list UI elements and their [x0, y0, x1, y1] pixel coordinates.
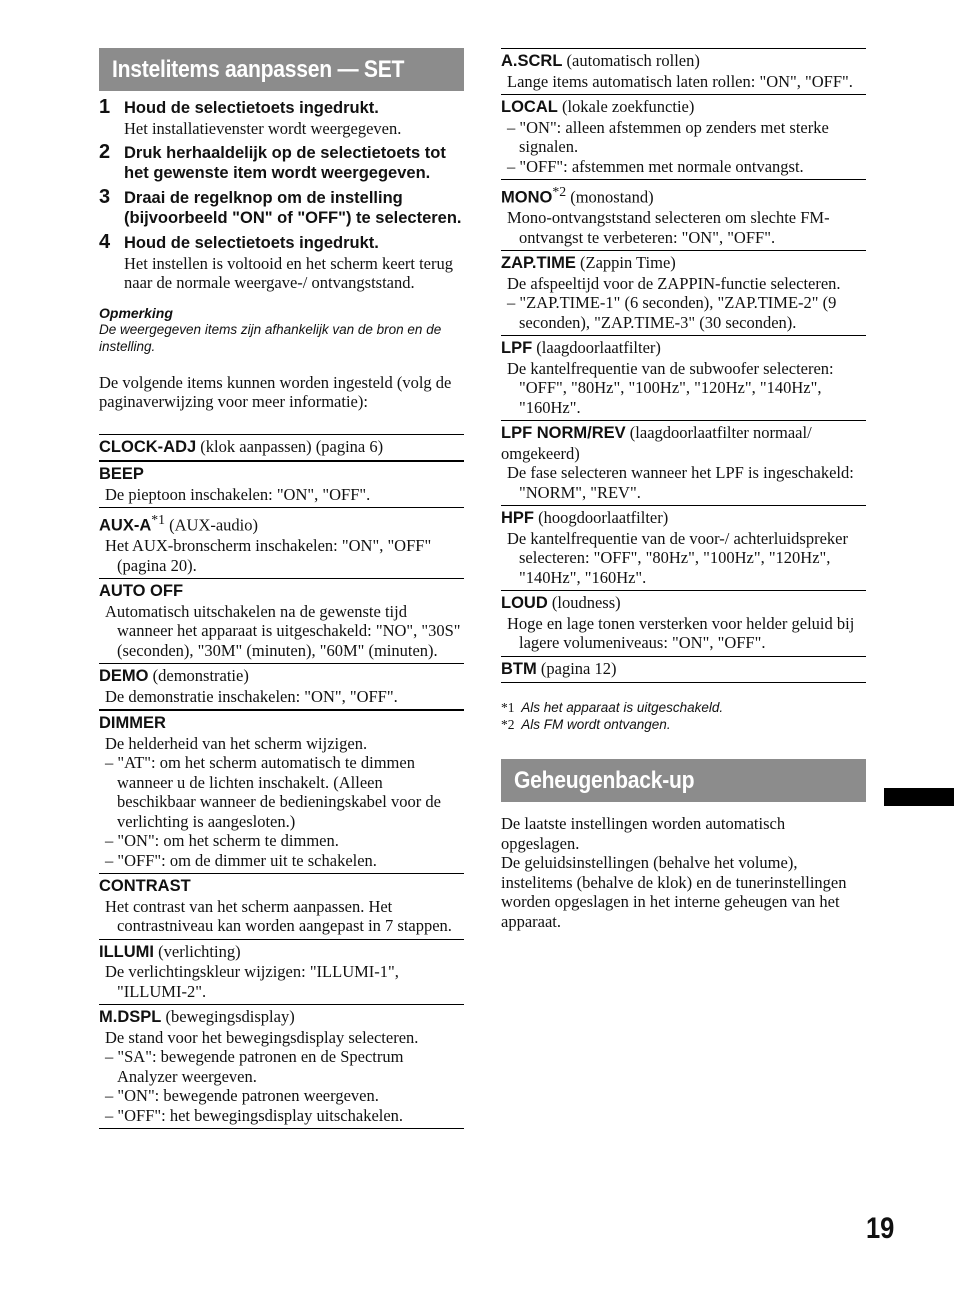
- setting-item-head: [501, 182, 866, 208]
- step-number: 2: [99, 141, 111, 163]
- setting-item: [501, 657, 866, 684]
- setting-desc-line: – "AT": om het scherm automatisch te dimmen wanneer u de lichten inschakelt. (Alleen beschikbaar wanneer de bedieningskabel voor de verlichting is aangesloten.): [105, 753, 441, 831]
- step-number: 1: [99, 96, 111, 118]
- setting-item: [99, 711, 464, 874]
- setting-desc-line: De helderheid van het scherm wijzigen.: [105, 733, 368, 753]
- setting-subtitle: (verlichting): [154, 941, 241, 961]
- left-column: [99, 48, 464, 1129]
- footnote-1: *1 Als het apparaat is uitgeschakeld.: [501, 700, 724, 715]
- setting-item: [99, 940, 464, 1006]
- setting-subtitle: (demonstratie): [148, 666, 249, 685]
- setting-item-head: [99, 437, 464, 458]
- step-1: [99, 96, 464, 138]
- note-title: Opmerking: [99, 304, 173, 321]
- setting-desc-line: De verlichtingskleur wijzigen: "ILLUMI-1", "ILLUMI-2".: [105, 962, 399, 1001]
- setting-term: LPF: [501, 339, 533, 357]
- side-tab-marker: [884, 788, 954, 806]
- setting-desc-line: – "OFF": om de dimmer uit te schakelen.: [105, 850, 377, 870]
- setting-desc: [99, 687, 464, 707]
- setting-term: CLOCK-ADJ: [99, 437, 197, 456]
- setting-term: DEMO: [99, 667, 149, 685]
- step-title: Houd de selectietoets ingedrukt.: [124, 234, 379, 252]
- step-title: Druk herhaaldelijk op de selectietoets tot het gewenste item wordt weergegeven.: [124, 144, 446, 182]
- setting-desc: [501, 463, 866, 502]
- step-2: [99, 141, 464, 183]
- setting-desc-line: – "ON": bewegende patronen weergeven.: [105, 1086, 379, 1105]
- setting-subtitle: (pagina 12): [536, 658, 617, 678]
- setting-item-head: [99, 464, 464, 485]
- section-banner-set: Instelitems aanpassen — SET: [99, 48, 464, 91]
- footnotes: [501, 699, 866, 733]
- setting-item-head: [99, 876, 464, 897]
- setting-desc: [99, 734, 464, 871]
- setting-item: [501, 506, 866, 591]
- setting-term: ILLUMI: [99, 942, 154, 961]
- setting-desc: [501, 208, 866, 247]
- setting-item: [99, 874, 464, 940]
- setting-item-head: [99, 1007, 464, 1028]
- setting-item-head: [99, 713, 464, 734]
- setting-term: BEEP: [99, 465, 144, 483]
- step-4: [99, 231, 464, 293]
- setting-desc-line: De pieptoon inschakelen: "ON", "OFF".: [105, 484, 371, 504]
- setting-item-head: [501, 253, 866, 274]
- setting-term: LOUD: [501, 594, 548, 612]
- setting-item-head: [99, 666, 464, 687]
- steps-list: [99, 96, 464, 293]
- setting-subtitle: (hoogdoorlaatfilter): [534, 508, 669, 527]
- section-banner-backup: Geheugenback-up: [501, 759, 866, 802]
- setting-desc-line: – "OFF": het bewegingsdisplay uitschakelen.: [105, 1105, 404, 1125]
- setting-item-head: [501, 659, 866, 680]
- setting-item: [501, 49, 866, 95]
- setting-term: LPF NORM/REV: [501, 424, 626, 442]
- setting-desc-line: – "OFF": afstemmen met normale ontvangst.: [507, 156, 804, 176]
- setting-term: M.DSPL: [99, 1008, 162, 1026]
- step-desc: Het instellen is voltooid en het scherm keert terug naar de normale weergave-/ ontvangststand.: [124, 253, 453, 292]
- setting-item-head: [99, 581, 464, 602]
- setting-item-head: [501, 508, 866, 529]
- footnote-ref: *1: [151, 512, 165, 527]
- setting-item: [501, 251, 866, 336]
- setting-desc-line: Het contrast van het scherm aanpassen. Het contrastniveau kan worden aangepast in 7 stappen.: [105, 896, 452, 935]
- setting-desc-line: Hoge en lage tonen versterken voor helder geluid bij lagere volumeniveaus: "ON", "OFF".: [507, 613, 855, 652]
- step-number: 3: [99, 186, 111, 208]
- setting-item: [99, 508, 464, 579]
- setting-item-head: [99, 942, 464, 963]
- setting-subtitle: (automatisch rollen): [562, 51, 700, 70]
- setting-desc: [501, 529, 866, 588]
- setting-item: [99, 462, 464, 508]
- setting-desc-line: De kantelfrequentie van de subwoofer selecteren: "OFF", "80Hz", "100Hz", "120Hz", "140Hz", "160Hz".: [507, 358, 834, 417]
- setting-desc-line: – "ON": om het scherm te dimmen.: [105, 831, 339, 850]
- setting-desc-line: De fase selecteren wanneer het LPF is ingeschakeld: "NORM", "REV".: [507, 463, 854, 502]
- setting-desc: [501, 72, 866, 92]
- step-title: Draai de regelknop om de instelling (bijvoorbeeld "ON" of "OFF") te selecteren.: [124, 189, 462, 227]
- backup-paragraph-2: De geluidsinstellingen (behalve het volume), instelitems (behalve de klok) en de tunerinstellingen worden opgeslagen in het interne geheugen van het apparaat.: [501, 853, 847, 931]
- setting-term: MONO: [501, 188, 553, 207]
- setting-desc: [501, 359, 866, 418]
- footnote-ref: *2: [552, 184, 567, 199]
- setting-desc: [99, 485, 464, 505]
- note-text: De weergegeven items zijn afhankelijk van de bron en de instelling.: [99, 321, 442, 354]
- step-number: 4: [99, 231, 111, 253]
- setting-subtitle: (klok aanpassen) (pagina 6): [196, 436, 384, 456]
- setting-subtitle: (loudness): [547, 593, 621, 612]
- setting-item: [501, 421, 866, 506]
- setting-desc-line: De demonstratie inschakelen: "ON", "OFF".: [105, 686, 398, 706]
- setting-term: A.SCRL: [501, 52, 563, 70]
- setting-subtitle: (lokale zoekfunctie): [557, 97, 695, 116]
- setting-item: [501, 591, 866, 657]
- setting-term: AUX-A: [99, 516, 152, 535]
- setting-item: [99, 664, 464, 711]
- setting-item: [501, 336, 866, 421]
- setting-term: BTM: [501, 659, 537, 678]
- setting-item-head: [501, 593, 866, 614]
- setting-desc: [99, 536, 464, 575]
- setting-item-head: [501, 97, 866, 118]
- setting-desc-line: Het AUX-bronscherm inschakelen: "ON", "OFF" (pagina 20).: [105, 536, 432, 575]
- setting-desc-line: – "ON": alleen afstemmen op zenders met sterke signalen.: [507, 117, 829, 156]
- setting-desc: [501, 274, 866, 333]
- setting-item: [501, 180, 866, 251]
- setting-desc-line: Mono-ontvangststand selecteren om slechte FM-ontvangst te verbeteren: "ON", "OFF".: [507, 208, 830, 247]
- setting-subtitle: (laagdoorlaatfilter): [532, 338, 661, 357]
- footnote-2: *2 Als FM wordt ontvangen.: [501, 717, 671, 732]
- setting-subtitle: (laagdoorlaatfilter normaal/ omgekeerd): [501, 423, 812, 463]
- setting-desc-line: – "ZAP.TIME-1" (6 seconden), "ZAP.TIME-2" (9 seconden), "ZAP.TIME-3" (30 seconden).: [507, 293, 837, 332]
- setting-desc: [99, 602, 464, 661]
- setting-item: [99, 579, 464, 664]
- setting-term: LOCAL: [501, 98, 558, 116]
- setting-desc-line: – "SA": bewegende patronen en de Spectrum Analyzer weergeven.: [105, 1047, 404, 1086]
- setting-desc-line: Lange items automatisch laten rollen: "ON", "OFF".: [507, 71, 853, 91]
- step-desc: Het installatievenster wordt weergegeven.: [124, 118, 402, 138]
- settings-list-left: [99, 434, 464, 1130]
- setting-item-head: [501, 338, 866, 359]
- setting-term: AUTO OFF: [99, 582, 184, 600]
- setting-item-head: [501, 423, 866, 463]
- setting-item-head: [501, 51, 866, 72]
- setting-desc: [99, 897, 464, 936]
- setting-item: [501, 95, 866, 180]
- setting-term: ZAP.TIME: [501, 254, 576, 272]
- setting-subtitle: (bewegingsdisplay): [161, 1007, 295, 1026]
- setting-term: HPF: [501, 509, 534, 527]
- step-3: [99, 186, 464, 228]
- setting-subtitle: (Zappin Time): [575, 253, 676, 272]
- setting-item: [99, 1005, 464, 1129]
- step-title: Houd de selectietoets ingedrukt.: [124, 99, 379, 117]
- backup-paragraph-1: De laatste instellingen worden automatisch opgeslagen.: [501, 814, 786, 853]
- setting-desc-line: De kantelfrequentie van de voor-/ achterluidspreker selecteren: "OFF", "80Hz", "100Hz", "120Hz", "140Hz", "160Hz".: [507, 528, 848, 587]
- setting-subtitle: (monostand): [566, 187, 654, 207]
- setting-desc: [501, 614, 866, 653]
- setting-desc: [99, 1028, 464, 1126]
- setting-item-head: [99, 510, 464, 536]
- setting-desc-line: De stand voor het bewegingsdisplay selecteren.: [105, 1027, 419, 1047]
- setting-term: CONTRAST: [99, 877, 191, 895]
- setting-desc-line: Automatisch uitschakelen na de gewenste tijd wanneer het apparaat is uitgeschakeld: "NO", "30S" (seconden), "30M" (minuten), "60M" (minuten).: [105, 601, 461, 660]
- setting-item: [99, 435, 464, 463]
- page-number: 19: [866, 1212, 895, 1245]
- backup-text: [501, 814, 866, 931]
- setting-desc-line: De afspeeltijd voor de ZAPPIN-functie selecteren.: [507, 273, 841, 293]
- setting-term: DIMMER: [99, 714, 166, 732]
- setting-desc: [99, 962, 464, 1001]
- setting-subtitle: (AUX-audio): [165, 515, 259, 535]
- setting-desc: [501, 118, 866, 177]
- settings-list-right: [501, 48, 866, 683]
- right-column: [501, 48, 866, 931]
- intro-text: De volgende items kunnen worden ingesteld (volg de paginaverwijzing voor meer informatie):: [99, 372, 452, 411]
